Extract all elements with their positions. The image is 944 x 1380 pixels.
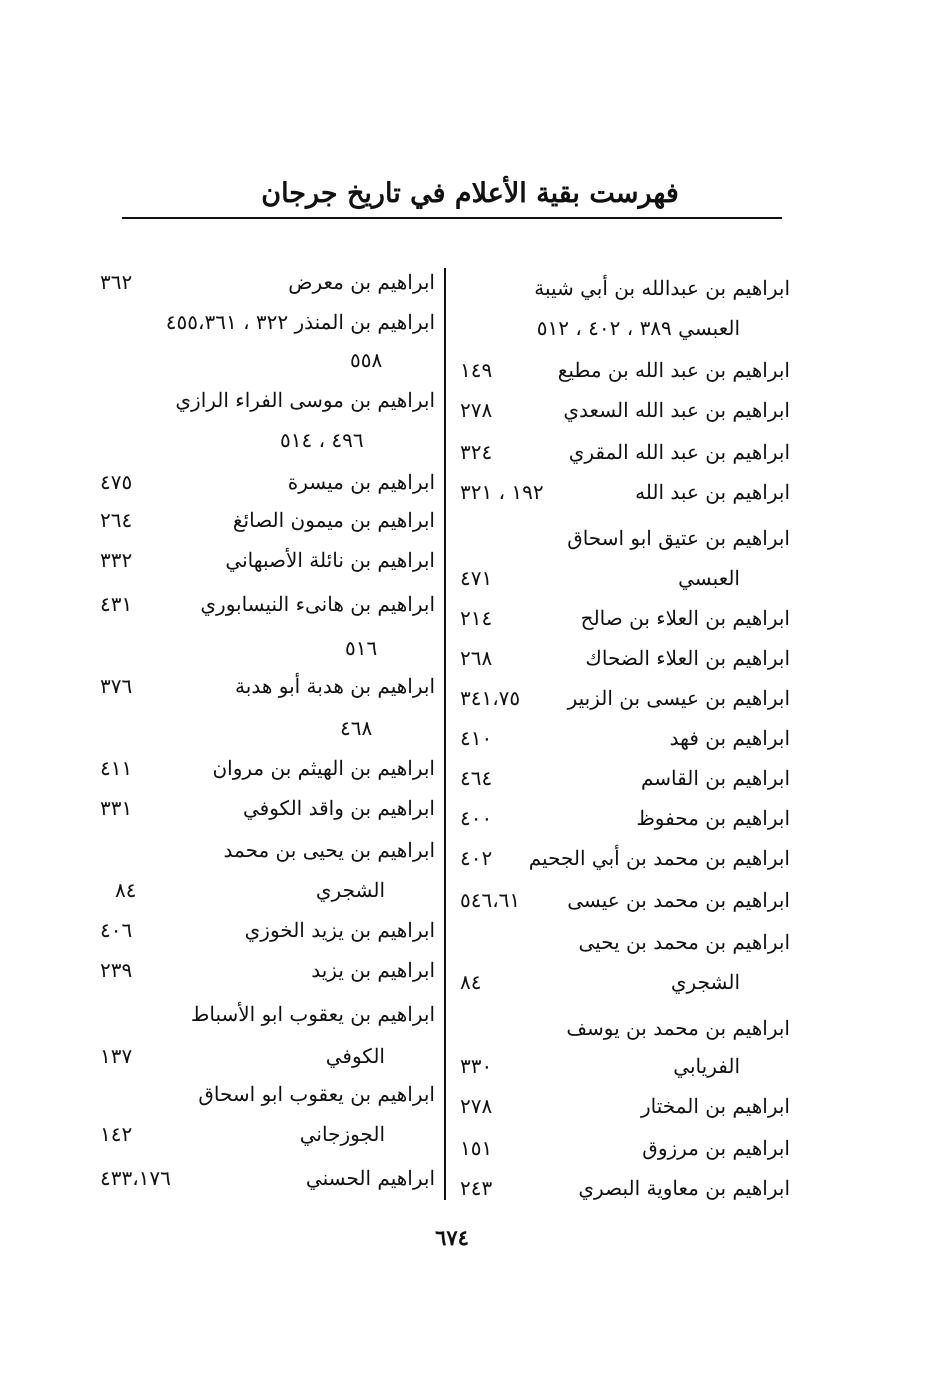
index-entry [455, 518, 790, 558]
entry-name: ابراهيم بن عبد الله السعدي [563, 398, 790, 422]
entry-pages: ٣٣١ [100, 796, 133, 820]
entry-name: العبسي ٣٨٩ ، ٤٠٢ ، ٥١٢ [536, 316, 740, 340]
entry-pages: ٢١٤ [460, 606, 493, 630]
entry-name: العبسي [678, 566, 740, 590]
entry-pages: ٤٣١ [100, 592, 133, 616]
entry-pages: ٤٠٦ [100, 918, 133, 942]
index-entry [455, 922, 790, 962]
page-title: فهرست بقية الأعلام في تاريخ جرجان [261, 178, 679, 209]
entry-pages: ٥٥٨ [350, 348, 383, 372]
index-entry [455, 390, 790, 430]
entry-name: ابراهيم بن واقد الكوفي [242, 796, 435, 820]
entry-pages: ٤١١ [100, 756, 133, 780]
entry-name: ابراهيم بن العلاء الضحاك [585, 646, 790, 670]
entry-pages: ٢٧٨ [460, 1094, 493, 1118]
index-entry [455, 308, 790, 348]
entry-name: الكوفي [325, 1044, 385, 1068]
entry-name: ابراهيم بن عبد الله بن مطيع [557, 358, 790, 382]
entry-name: ابراهيم بن القاسم [640, 766, 790, 790]
index-entry [455, 718, 790, 758]
entry-pages: ٣٦٢ [100, 270, 133, 294]
index-entry [95, 666, 435, 706]
index-entry [455, 268, 790, 308]
entry-pages: ٨٤ [115, 878, 137, 902]
entry-name: ابراهيم بن يزيد الخوزي [244, 918, 435, 942]
entry-name: ابراهيم بن فهد [669, 726, 790, 750]
entry-pages: ١٩٢ ، ٣٢١ [460, 480, 544, 504]
entry-name: ابراهيم بن مرزوق [642, 1136, 790, 1160]
entry-pages: ٢٤٣ [460, 1176, 493, 1200]
entry-pages: ٢٣٩ [100, 958, 133, 982]
entry-pages: ٢٦٨ [460, 646, 493, 670]
entry-name: ابراهيم بن عبد الله المقري [568, 440, 790, 464]
entry-name: ابراهيم بن معرض [288, 270, 435, 294]
entry-pages: ٤٠٠ [460, 806, 493, 830]
entry-name: ابراهيم بن محمد بن عيسى [567, 888, 790, 912]
entry-pages: ٤٣٣،١٧٦ [100, 1166, 171, 1190]
entry-pages: ٤٧١ [460, 566, 493, 590]
index-entry [455, 472, 790, 512]
index-entry [95, 1074, 435, 1114]
entry-name: ابراهيم بن المنذر ٣٢٢ ، ٤٥٥،٣٦١ [165, 310, 435, 334]
index-entry [455, 1168, 790, 1208]
entry-name: ابراهيم بن محمد بن يحيى [578, 930, 790, 954]
entry-name: ابراهيم بن عتيق ابو اسحاق [567, 526, 790, 550]
index-entry [455, 432, 790, 472]
index-entry [455, 1008, 790, 1048]
entry-pages: ٣٣٠ [460, 1054, 493, 1078]
index-entry [95, 340, 435, 380]
entry-name: الشجري [315, 878, 385, 902]
entry-pages: ٣٤١،٧٥ [460, 686, 521, 710]
entry-pages: ٨٤ [460, 970, 482, 994]
entry-name: ابراهيم بن يعقوب ابو اسحاق [198, 1082, 435, 1106]
entry-name: ابراهيم بن عبدالله بن أبي شيبة [534, 276, 790, 300]
index-entry [95, 994, 435, 1034]
entry-pages: ٤٩٦ ، ٥١٤ [280, 428, 364, 452]
entry-name: ابراهيم بن المختار [640, 1094, 790, 1118]
entry-name: ابراهيم بن يحيى بن محمد [223, 838, 435, 862]
index-entry [455, 962, 790, 1002]
index-entry [95, 708, 435, 748]
entry-name: ابراهيم بن يزيد [311, 958, 435, 982]
index-entry [455, 798, 790, 838]
index-entry [455, 1086, 790, 1126]
entry-name: ابراهيم بن ميمون الصائغ [232, 508, 435, 532]
index-entry [455, 758, 790, 798]
index-entry [95, 1114, 435, 1154]
entry-name: ابراهيم الحسني [305, 1166, 435, 1190]
entry-name: ابراهيم بن العلاء بن صالح [580, 606, 790, 630]
index-entry [95, 1036, 435, 1076]
index-entry [95, 380, 435, 420]
index-entry [95, 910, 435, 950]
entry-pages: ٤٦٨ [340, 716, 373, 740]
index-entry [455, 678, 790, 718]
entry-name: ابراهيم بن عيسى بن الزبير [567, 686, 790, 710]
entry-pages: ٣٢٤ [460, 440, 493, 464]
index-entry [95, 1158, 435, 1198]
entry-name: ابراهيم بن نائلة الأصبهاني [225, 548, 435, 572]
index-entry [95, 262, 435, 302]
entry-name: الجوزجاني [299, 1122, 385, 1146]
index-entry [95, 302, 435, 342]
right-index-column [455, 0, 790, 1380]
index-entry [95, 500, 435, 540]
entry-pages: ٥١٦ [345, 636, 378, 660]
index-entry [455, 1128, 790, 1168]
index-entry [455, 558, 790, 598]
index-entry [455, 638, 790, 678]
index-entry [95, 628, 435, 668]
index-entry [95, 462, 435, 502]
index-entry [95, 830, 435, 870]
index-entry [95, 540, 435, 580]
left-index-column [95, 0, 435, 1380]
entry-name: ابراهيم بن يعقوب ابو الأسباط [190, 1002, 435, 1026]
entry-name: ابراهيم بن الهيثم بن مروان [212, 756, 435, 780]
entry-pages: ٢٧٨ [460, 398, 493, 422]
entry-pages: ٢٦٤ [100, 508, 133, 532]
entry-name: ابراهيم بن ميسرة [287, 470, 435, 494]
entry-name: ابراهيم بن محمد بن أبي الجحيم [528, 846, 790, 870]
page-number: ٦٧٤ [435, 1225, 469, 1250]
entry-pages: ٣٧٦ [100, 674, 133, 698]
index-entry [455, 838, 790, 878]
entry-name: ابراهيم بن معاوية البصري [578, 1176, 790, 1200]
entry-name: ابراهيم بن هدبة أبو هدبة [235, 674, 435, 698]
entry-pages: ٤٠٢ [460, 846, 493, 870]
entry-pages: ١٣٧ [100, 1044, 133, 1068]
index-entry [95, 870, 435, 910]
entry-pages: ١٤٢ [100, 1122, 133, 1146]
index-entry [95, 584, 435, 624]
index-entry [455, 880, 790, 920]
index-entry [95, 788, 435, 828]
entry-name: ابراهيم بن موسى الفراء الرازي [175, 388, 435, 412]
entry-pages: ٤٦٤ [460, 766, 493, 790]
entry-pages: ٤٧٥ [100, 470, 133, 494]
index-entry [95, 950, 435, 990]
column-divider [444, 268, 446, 1200]
index-entry [455, 1046, 790, 1086]
entry-pages: ٥٤٦،٦١ [460, 888, 521, 912]
entry-pages: ١٥١ [460, 1136, 493, 1160]
entry-pages: ٣٣٢ [100, 548, 133, 572]
index-entry [95, 420, 435, 460]
index-entry [455, 598, 790, 638]
entry-name: الشجري [670, 970, 740, 994]
entry-name: ابراهيم بن عبد الله [635, 480, 790, 504]
entry-pages: ١٤٩ [460, 358, 493, 382]
entry-name: الفريابي [673, 1054, 740, 1078]
entry-name: ابراهيم بن محمد بن يوسف [566, 1016, 790, 1040]
entry-pages: ٤١٠ [460, 726, 493, 750]
index-entry [455, 350, 790, 390]
entry-name: ابراهيم بن محفوظ [636, 806, 790, 830]
entry-name: ابراهيم بن هانىء النيسابوري [200, 592, 435, 616]
index-entry [95, 748, 435, 788]
